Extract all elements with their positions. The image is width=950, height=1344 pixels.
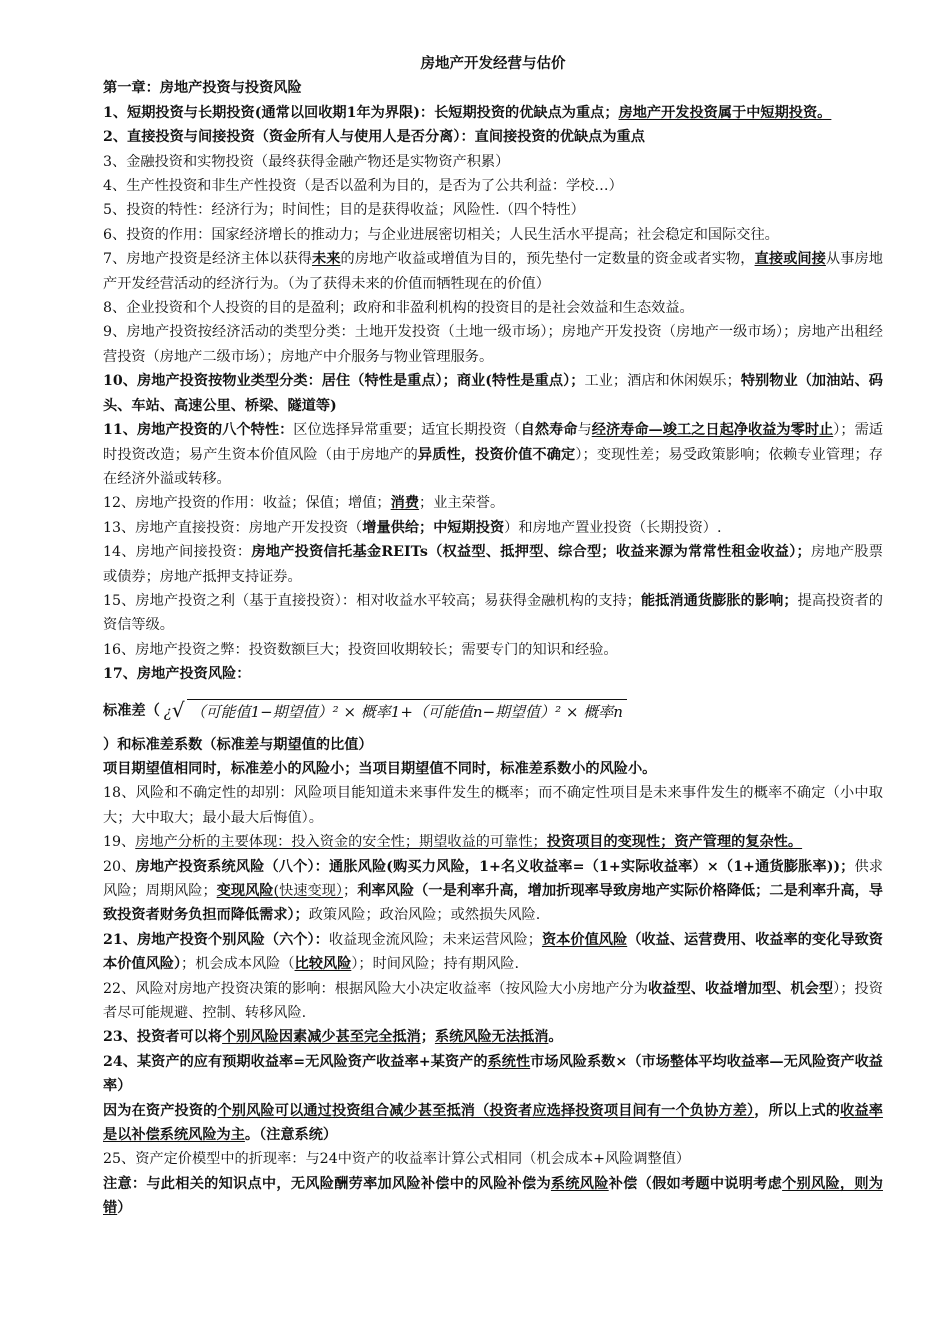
item-6: 6、投资的作用：国家经济增长的推动力；与企业进展密切相关；人民生活水平提高；社会稳定和国际交往。 — [103, 226, 779, 243]
item-8: 8、企业投资和个人投资的目的是盈利；政府和非盈利机构的投资目的是社会效益和生态效益。 — [103, 300, 694, 317]
item-10: 10、房地产投资按物业类型分类：居住（特性是重点）；商业(特性是重点）；工业；酒店和休闲娱乐；特别物业（加油站、码头、车站、高速公里、桥梁、隧道等) — [103, 373, 883, 414]
note: 注意：与此相关的知识点中，无风险酬劳率加风险补偿中的风险补偿为系统风险补偿（假如考题中说明考虑个别风险，则为错） — [103, 1175, 883, 1217]
item-24-note: 因为在资产投资的个别风险可以通过投资组合减少甚至抵消（投资者应选择投资项目间有一个负协方差），所以上式的收益率是以补偿系统风险为主。（注意系统） — [103, 1102, 883, 1144]
document-body — [103, 52, 883, 1221]
item-12: 12、房地产投资的作用：收益；保值；增值；消费；业主荣誉。 — [103, 495, 505, 512]
item-9: 9、房地产投资按经济活动的类型分类：土地开发投资（土地一级市场）；房地产开发投资（房地产一级市场）；房地产出租经营投资（房地产二级市场）；房地产中介服务与物业管理服务。 — [103, 324, 883, 365]
document-title: 房地产开发经营与估价 — [420, 55, 566, 72]
formula-expression: ¿√ （可能值1−期望值）² × 概率1+（可能值n−期望值）² × 概率n — [164, 698, 627, 724]
item-18: 18、风险和不确定性的却别：风险项目能知道未来事件发生的概率；而不确定性项目是未来事件发生的概率不确定（小中取大；大中取大；最小最大后悔值）。 — [103, 785, 883, 826]
formula-suffix: ）和标准差系数（标准差与期望值的比值） — [103, 736, 373, 753]
item-25: 25、资产定价模型中的折现率：与24中资产的收益率计算公式相同（机会成本+风险调整值） — [103, 1151, 691, 1168]
chapter-heading: 第一章：房地产投资与投资风险 — [103, 80, 302, 97]
item-4: 4、生产性投资和非生产性投资（是否以盈利为目的，是否为了公共利益：学校…） — [103, 178, 623, 195]
item-23: 23、投资者可以将个别风险因素减少甚至完全抵消；系统风险无法抵消。 — [103, 1029, 563, 1046]
item-11: 11、房地产投资的八个特性：区位选择异常重要；适宜长期投资（自然寿命与经济寿命—竣工之日起净收益为零时止）；需适时投资改造；易产生资本价值风险（由于房地产的异质性，投资价值不确定）；变现性差；易受政策影响；依赖专业管理；存在经济外溢或转移。 — [103, 422, 883, 487]
item-21: 21、房地产投资个别风险（六个）：收益现金流风险；未来运营风险；资本价值风险（收益、运营费用、收益率的变化导致资本价值风险）；机会成本风险（比较风险）；时间风险；持有期风险. — [103, 931, 883, 973]
item-19: 19、房地产分析的主要体现：投入资金的安全性；期望收益的可靠性；投资项目的变现性；资产管理的复杂性。 — [103, 834, 803, 851]
item-2: 2、直接投资与间接投资（资金所有人与使用人是否分离）：直间接投资的优缺点为重点 — [103, 129, 645, 146]
item-22: 22、风险对房地产投资决策的影响：根据风险大小决定收益率（按风险大小房地产分为收益型、收益增加型、机会型）；投资者尽可能规避、控制、转移风险. — [103, 980, 883, 1022]
item-5: 5、投资的特性：经济行为；时间性；目的是获得收益；风险性.（四个特性） — [103, 202, 585, 219]
item-3: 3、金融投资和实物投资（最终获得金融产物还是实物资产积累） — [103, 153, 510, 170]
item-14: 14、房地产间接投资：房地产投资信托基金REITs（权益型、抵押型、综合型；收益来源为常常性租金收益）；房地产股票或债券；房地产抵押支持证券。 — [103, 544, 883, 585]
item-16: 16、房地产投资之弊：投资数额巨大；投资回收期较长；需要专门的知识和经验。 — [103, 641, 618, 658]
item-1: 1、短期投资与长期投资(通常以回收期1年为界限)：长短期投资的优缺点为重点；房地产开发投资属于中短期投资。 — [103, 104, 832, 121]
item-7: 7、房地产投资是经济主体以获得未来的房地产收益或增值为目的，预先垫付一定数量的资金或者实物，直接或间接从事房地产开发经营活动的经济行为。（为了获得未来的价值而牺牲现在的价值） — [103, 251, 883, 292]
std-dev-formula: 标准差（ ¿√ （可能值1−期望值）² × 概率1+（可能值n−期望值）² × 概率n — [103, 691, 883, 733]
item-13: 13、房地产直接投资：房地产开发投资（增量供给；中短期投资）和房地产置业投资（长期投资）. — [103, 519, 722, 536]
item-20: 20、房地产投资系统风险（八个）：通胀风险(购买力风险，1+名义收益率=（1+实际收益率）×（1+通货膨胀率))；供求风险；周期风险；变现风险(快速变现）；利率风险（一是利率升高，增加折现率导致房地产实际价格降低；二是利率升高，导致投资者财务负担而降低需求）；政策风险；政治风险；或然损失风险. — [103, 858, 883, 924]
risk-rule: 项目期望值相同时，标准差小的风险小；当项目期望值不同时，标准差系数小的风险小。 — [103, 760, 657, 777]
item-17: 17、房地产投资风险： — [103, 666, 251, 683]
item-24: 24、某资产的应有预期收益率=无风险资产收益率+某资产的系统性市场风险系数×（市场整体平均收益率—无风险资产收益率） — [103, 1053, 883, 1095]
item-15: 15、房地产投资之利（基于直接投资）：相对收益水平较高；易获得金融机构的支持；能抵消通货膨胀的影响；提高投资者的资信等级。 — [103, 592, 883, 634]
